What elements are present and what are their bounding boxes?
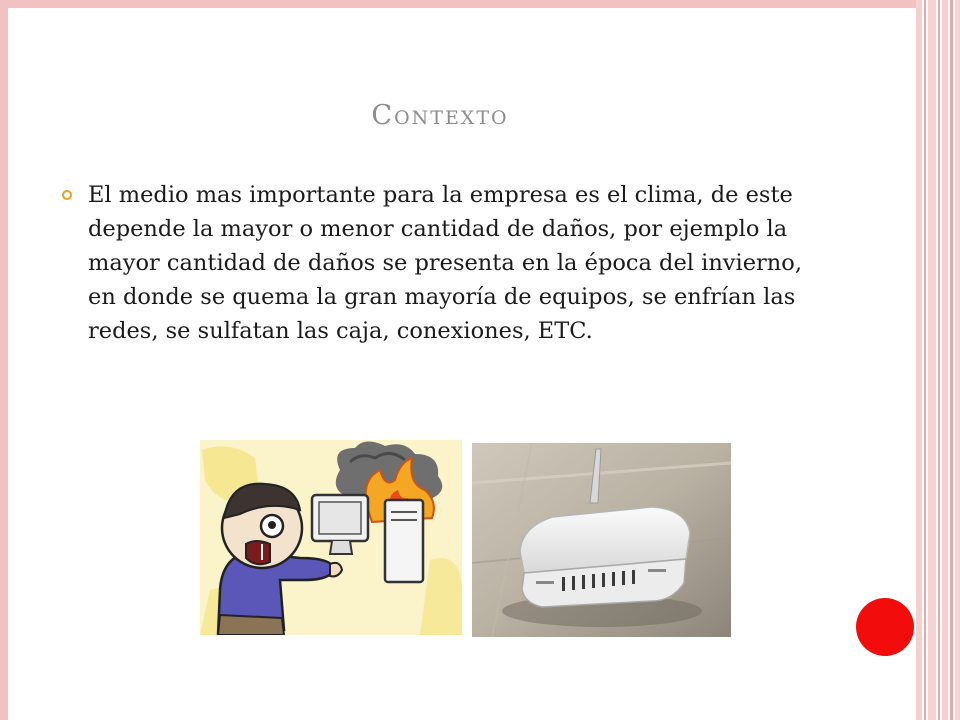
- bullet-circle-icon: [62, 190, 72, 200]
- right-border-stripes: [916, 0, 960, 720]
- slide-title: Contexto: [371, 100, 509, 131]
- record-button[interactable]: [856, 598, 914, 656]
- router-image: [472, 443, 731, 637]
- bullet-text: El medio mas importante para la empresa es el clima, de este depende la mayor o menor cantidad de daños, por ejemplo la mayor cantidad de daños se presenta en la época del invierno, en donde se quema la gran mayoría de equipos, se enfrían las redes, se sulfatan las caja, conexiones, ETC.: [88, 182, 802, 344]
- bullet-item: [62, 178, 822, 348]
- frame-top: [0, 0, 920, 8]
- cartoon-image: [200, 440, 462, 635]
